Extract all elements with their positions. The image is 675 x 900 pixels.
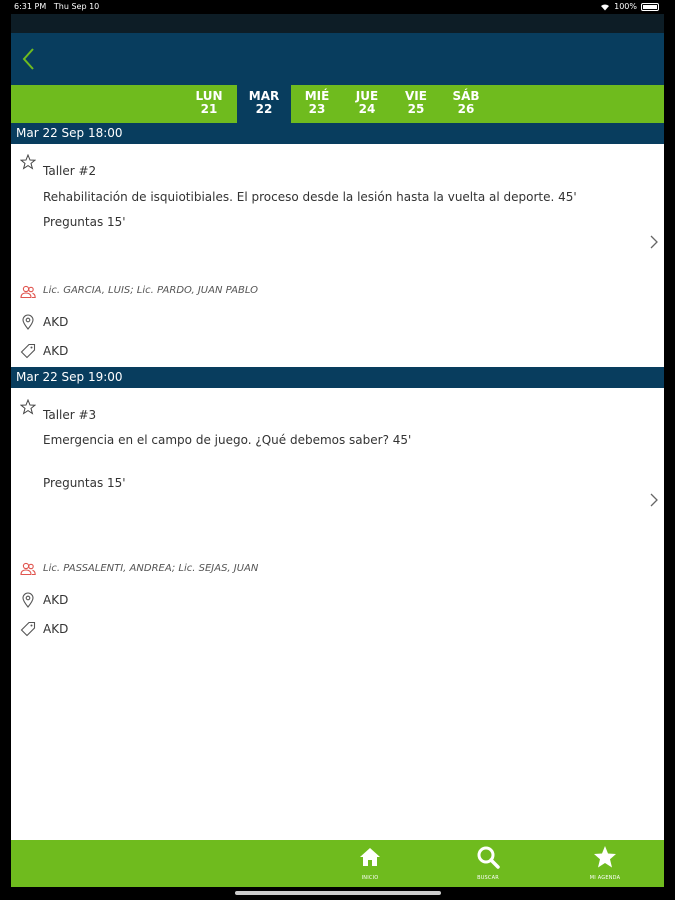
favorite-star-icon[interactable] xyxy=(20,154,36,170)
favorite-star-icon[interactable] xyxy=(20,399,36,415)
tab-inicio[interactable] xyxy=(335,840,405,887)
battery-percent: 100% xyxy=(614,2,637,11)
nav-bar xyxy=(11,33,664,85)
chevron-right-icon[interactable] xyxy=(649,492,659,508)
tab-label: MI AGENDA xyxy=(589,875,621,881)
search-icon xyxy=(476,845,500,869)
time-slot-header: Mar 22 Sep 19:00 xyxy=(11,367,664,388)
session-card[interactable] xyxy=(11,388,664,648)
tab-mi-agenda[interactable] xyxy=(570,840,640,887)
session-speakers: Lic. GARCIA, LUIS; Lic. PARDO, JUAN PABLO xyxy=(43,285,258,296)
session-questions: Preguntas 15' xyxy=(43,215,126,229)
speakers-icon xyxy=(20,284,36,300)
session-description: Rehabilitación de isquiotibiales. El proceso desde la lesión hasta la vuelta al deporte. 45' xyxy=(43,190,577,204)
tag-icon xyxy=(20,343,36,359)
session-location: AKD xyxy=(43,315,69,329)
session-location: AKD xyxy=(43,593,69,607)
session-tag: AKD xyxy=(43,344,69,358)
status-bar xyxy=(0,0,675,14)
top-strip xyxy=(11,14,664,33)
home-icon xyxy=(358,845,382,869)
session-speakers: Lic. PASSALENTI, ANDREA; Lic. SEJAS, JUAN xyxy=(43,563,259,574)
bottom-tab-bar xyxy=(11,840,664,887)
session-questions: Preguntas 15' xyxy=(43,476,126,490)
session-title: Taller #2 xyxy=(43,164,97,178)
location-pin-icon xyxy=(20,592,36,608)
app-screen xyxy=(11,14,664,887)
chevron-right-icon[interactable] xyxy=(649,234,659,250)
day-tab-mie[interactable]: MIÉ 23 xyxy=(304,89,330,116)
tab-buscar[interactable] xyxy=(453,840,523,887)
status-time: 6:31 PM xyxy=(14,2,47,11)
tag-icon xyxy=(20,621,36,637)
session-card[interactable] xyxy=(11,144,664,367)
session-description: Emergencia en el campo de juego. ¿Qué debemos saber? 45' xyxy=(43,433,412,447)
session-title: Taller #3 xyxy=(43,408,97,422)
home-indicator[interactable] xyxy=(235,891,441,895)
tab-label: BUSCAR xyxy=(477,875,499,881)
location-pin-icon xyxy=(20,314,36,330)
day-tab-jue[interactable]: JUE 24 xyxy=(355,89,379,116)
day-selector xyxy=(11,85,664,123)
day-tab-sab[interactable]: SÁB 26 xyxy=(452,89,480,116)
speakers-icon xyxy=(20,561,36,577)
star-icon xyxy=(593,845,617,869)
time-slot-header: Mar 22 Sep 18:00 xyxy=(11,123,664,144)
day-tab-mar[interactable]: MAR 22 xyxy=(237,85,291,123)
status-date: Thu Sep 10 xyxy=(53,2,100,11)
day-tab-vie[interactable]: VIE 25 xyxy=(405,89,427,116)
tab-label: INICIO xyxy=(361,875,379,881)
session-tag: AKD xyxy=(43,622,69,636)
back-chevron-icon[interactable] xyxy=(17,45,41,73)
day-tab-lun[interactable]: LUN 21 xyxy=(195,89,223,116)
battery-icon xyxy=(641,3,659,11)
wifi-icon xyxy=(600,3,610,11)
